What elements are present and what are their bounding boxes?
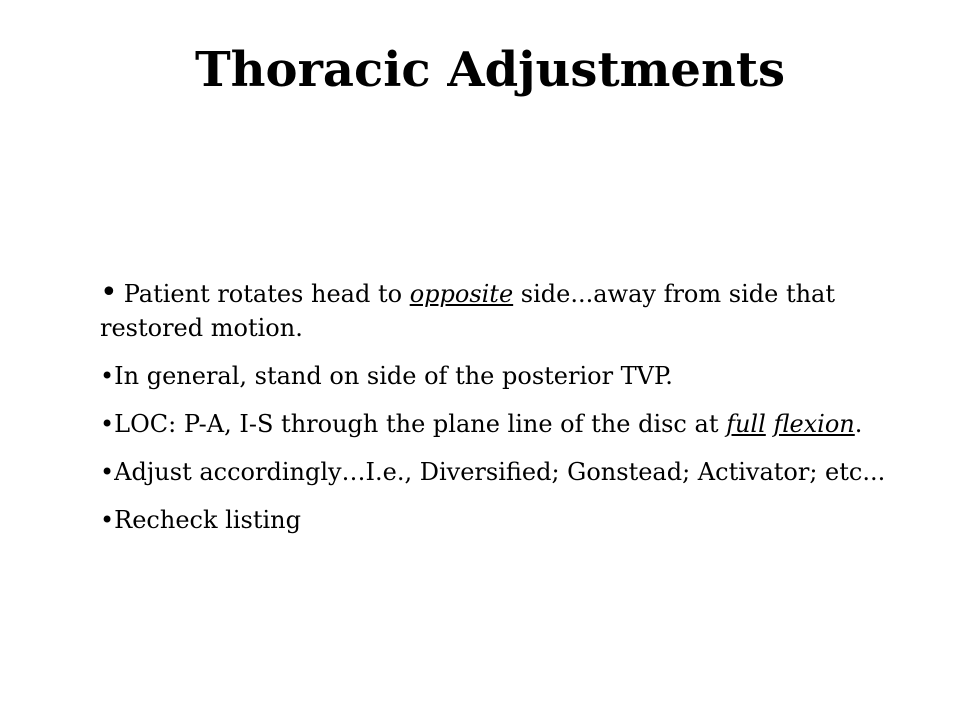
bullet-item: [100, 359, 890, 393]
bullet-text: In general, stand on side of the posterior TVP.: [114, 362, 673, 390]
bullet-text: side...away from side that restored motion.: [100, 280, 836, 342]
bullet-text: .: [854, 410, 863, 438]
bullet-icon: •: [100, 275, 118, 310]
emphasis-text: full: [726, 410, 766, 438]
bullet-item: [100, 407, 890, 441]
bullet-item: [100, 276, 890, 345]
bullet-item: [100, 503, 890, 537]
bullet-icon: •: [100, 458, 115, 486]
emphasis-text: flexion: [773, 410, 855, 438]
bullet-text: LOC: P-A, I-S through the plane line of the disc at: [114, 410, 727, 438]
bullet-icon: •: [100, 506, 115, 534]
bullet-text: Recheck listing: [114, 506, 301, 534]
bullet-item: [100, 455, 890, 489]
bullet-icon: •: [100, 410, 115, 438]
bullet-list: [100, 276, 890, 551]
bullet-text: Adjust accordingly…I.e., Diversified; Gonstead; Activator; etc...: [114, 458, 886, 486]
slide-title: Thoracic Adjustments: [194, 42, 786, 98]
bullet-text: Patient rotates head to: [123, 280, 410, 308]
emphasis-text: opposite: [409, 280, 514, 308]
bullet-icon: •: [100, 362, 115, 390]
